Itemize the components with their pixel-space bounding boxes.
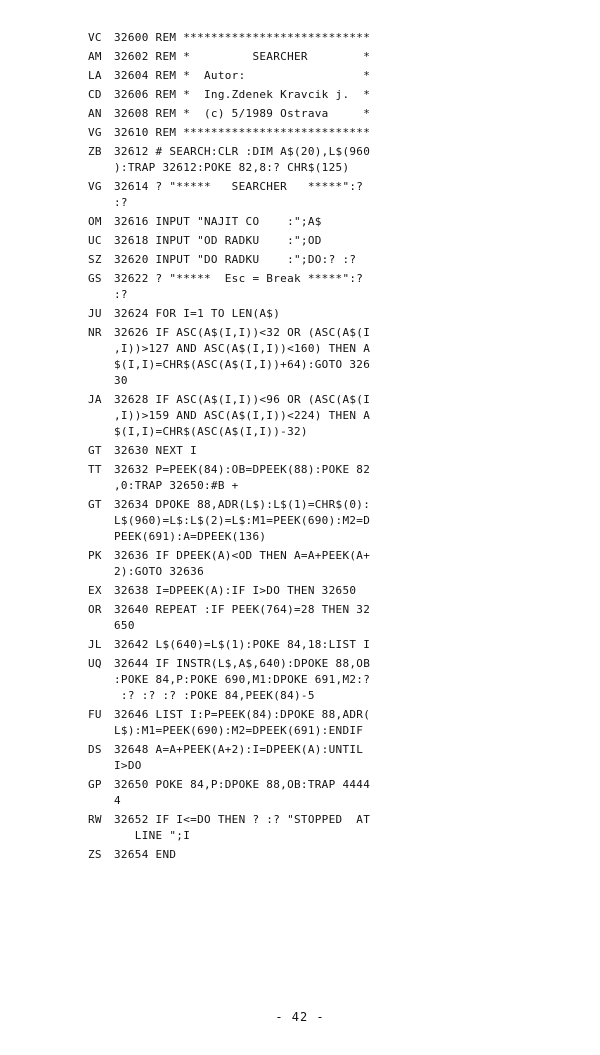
checksum-code: GT — [88, 444, 102, 457]
checksum-code: UC — [88, 234, 102, 247]
code-line — [88, 233, 478, 249]
basic-statement: 32640 REPEAT :IF PEEK(764)=28 THEN 32 650 — [114, 603, 371, 632]
code-line — [88, 87, 478, 103]
basic-statement: 32654 END — [114, 848, 177, 861]
code-line — [88, 637, 478, 653]
checksum-code: GS — [88, 272, 102, 285]
code-line — [88, 497, 478, 545]
basic-statement: 32624 FOR I=1 TO LEN(A$) — [114, 307, 281, 320]
code-line — [88, 847, 478, 863]
basic-statement: 32614 ? "***** SEARCHER *****":? :? — [114, 180, 364, 209]
checksum-code: FU — [88, 708, 102, 721]
checksum-code: JL — [88, 638, 102, 651]
basic-statement: 32600 REM *************************** — [114, 31, 371, 44]
checksum-code: ZB — [88, 145, 102, 158]
basic-statement: 32652 IF I<=DO THEN ? :? "STOPPED AT LINE ";I — [114, 813, 371, 842]
basic-statement: 32620 INPUT "DO RADKU :";DO:? :? — [114, 253, 357, 266]
basic-statement: 32608 REM * (c) 5/1989 Ostrava * — [114, 107, 371, 120]
checksum-code: VG — [88, 180, 102, 193]
code-line — [88, 214, 478, 230]
checksum-code: GT — [88, 498, 102, 511]
basic-statement: 32634 DPOKE 88,ADR(L$):L$(1)=CHR$(0): L$(960)=L$:L$(2)=L$:M1=PEEK(690):M2=D PEEK(691):A=DPEEK(136) — [114, 498, 371, 543]
code-line — [88, 777, 478, 809]
checksum-code: TT — [88, 463, 102, 476]
checksum-code: CD — [88, 88, 102, 101]
basic-statement: 32612 # SEARCH:CLR :DIM A$(20),L$(960 ):TRAP 32612:POKE 82,8:? CHR$(125) — [114, 145, 371, 174]
basic-statement: 32630 NEXT I — [114, 444, 198, 457]
checksum-code: UQ — [88, 657, 102, 670]
code-line — [88, 707, 478, 739]
basic-statement: 32606 REM * Ing.Zdenek Kravcik j. * — [114, 88, 371, 101]
checksum-code: AM — [88, 50, 102, 63]
code-line — [88, 443, 478, 459]
code-line — [88, 106, 478, 122]
checksum-code: VC — [88, 31, 102, 44]
basic-statement: 32610 REM *************************** — [114, 126, 371, 139]
checksum-code: AN — [88, 107, 102, 120]
checksum-code: GP — [88, 778, 102, 791]
basic-statement: 32644 IF INSTR(L$,A$,640):DPOKE 88,OB :POKE 84,P:POKE 690,M1:DPOKE 691,M2:? :? :? :? :POKE 84,PEEK(84)-5 — [114, 657, 371, 702]
code-line — [88, 602, 478, 634]
basic-statement: 32604 REM * Autor: * — [114, 69, 371, 82]
basic-statement: 32638 I=DPEEK(A):IF I>DO THEN 32650 — [114, 584, 357, 597]
basic-statement: 32636 IF DPEEK(A)<OD THEN A=A+PEEK(A+ 2):GOTO 32636 — [114, 549, 371, 578]
code-line — [88, 125, 478, 141]
code-line — [88, 583, 478, 599]
basic-statement: 32646 LIST I:P=PEEK(84):DPOKE 88,ADR( L$):M1=PEEK(690):M2=DPEEK(691):ENDIF — [114, 708, 371, 737]
checksum-code: LA — [88, 69, 102, 82]
code-line — [88, 548, 478, 580]
code-line — [88, 68, 478, 84]
checksum-code: RW — [88, 813, 102, 826]
checksum-code: NR — [88, 326, 102, 339]
code-line — [88, 325, 478, 389]
checksum-code: PK — [88, 549, 102, 562]
code-line — [88, 49, 478, 65]
code-line — [88, 656, 478, 704]
code-line — [88, 462, 478, 494]
checksum-code: SZ — [88, 253, 102, 266]
basic-statement: 32616 INPUT "NAJIT CO :";A$ — [114, 215, 322, 228]
basic-statement: 32650 POKE 84,P:DPOKE 88,OB:TRAP 4444 4 — [114, 778, 371, 807]
checksum-code: OM — [88, 215, 102, 228]
code-line — [88, 742, 478, 774]
checksum-code: DS — [88, 743, 102, 756]
checksum-code: EX — [88, 584, 102, 597]
basic-statement: 32626 IF ASC(A$(I,I))<32 OR (ASC(A$(I ,I))>127 AND ASC(A$(I,I))<160) THEN A $(I,I)=CHR$(ASC(A$(I,I))+64):GOTO 326 30 — [114, 326, 371, 387]
basic-statement: 32642 L$(640)=L$(1):POKE 84,18:LIST I — [114, 638, 371, 651]
code-line — [88, 306, 478, 322]
basic-statement: 32602 REM * SEARCHER * — [114, 50, 371, 63]
basic-statement: 32618 INPUT "OD RADKU :";OD — [114, 234, 322, 247]
code-line — [88, 30, 478, 46]
checksum-code: JU — [88, 307, 102, 320]
basic-statement: 32648 A=A+PEEK(A+2):I=DPEEK(A):UNTIL I>DO — [114, 743, 364, 772]
code-line — [88, 392, 478, 440]
basic-statement: 32622 ? "***** Esc = Break *****":? :? — [114, 272, 364, 301]
checksum-code: VG — [88, 126, 102, 139]
checksum-code: JA — [88, 393, 102, 406]
page-number: - 42 - — [275, 1010, 325, 1024]
code-line — [88, 812, 478, 844]
basic-statement: 32632 P=PEEK(84):OB=DPEEK(88):POKE 82 ,0:TRAP 32650:#B + — [114, 463, 371, 492]
code-line — [88, 252, 478, 268]
basic-listing — [88, 30, 478, 866]
code-line — [88, 144, 478, 176]
checksum-code: OR — [88, 603, 102, 616]
basic-statement: 32628 IF ASC(A$(I,I))<96 OR (ASC(A$(I ,I))>159 AND ASC(A$(I,I))<224) THEN A $(I,I)=CHR$(ASC(A$(I,I))-32) — [114, 393, 371, 438]
code-line — [88, 271, 478, 303]
code-line — [88, 179, 478, 211]
checksum-code: ZS — [88, 848, 102, 861]
